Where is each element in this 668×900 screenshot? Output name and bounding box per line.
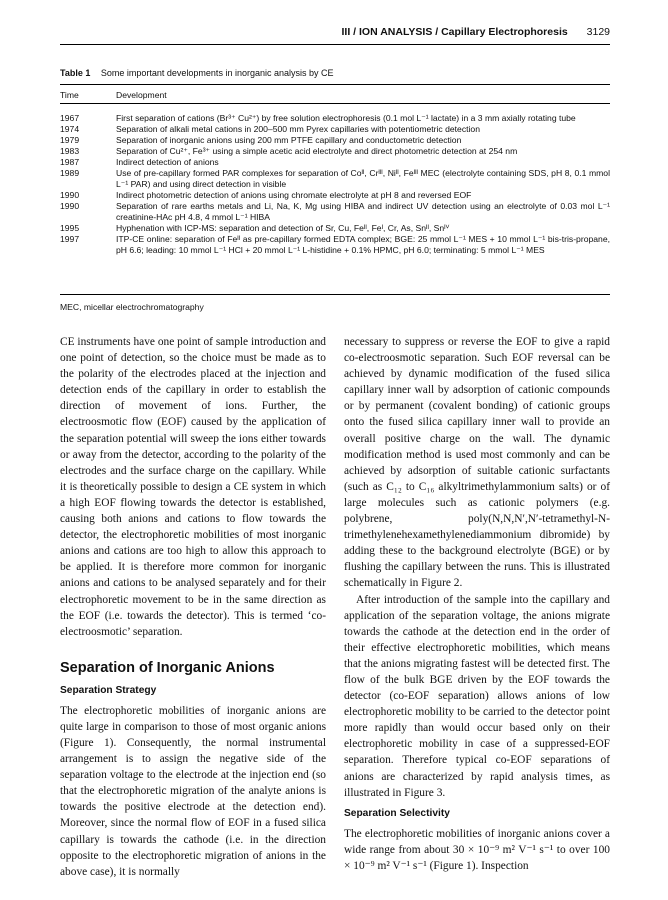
table-row bbox=[60, 157, 610, 168]
section-heading: Separation of Inorganic Anions bbox=[60, 659, 275, 676]
cell-development: Separation of Cu²⁺, Fe³⁺ using a simple acetic acid electrolyte and direct photometric detection at 254 nm bbox=[116, 146, 518, 156]
cell-development: First separation of cations (Br³⁺ Cu²⁺) by free solution electrophoresis (0.1 mol L⁻¹ lactate) in a 3 mm axially rotating tube bbox=[116, 113, 576, 123]
header-rule bbox=[60, 44, 610, 45]
paragraph-intro: CE instruments have one point of sample introduction and one point of detection, so the choice must be made as to the polarity of the electrodes placed at the injection and detection ends of the capillary in order to establish the direction of movement of ions. Further, the electroosmotic flow (EOF) caused by the application of the separation potential will sweep the ions either towards or away from the detector, according to the polarity of the electrodes and the surface charge on the capillary. While it is theoretically possible to design a CE system in which a high EOF flowing towards the detector is established, causing both anions and cations to flow towards the detector, the electrophoretic mobilities of most inorganic anions and cations are too high to allow this approach to be applied. It is therefore more common for inorganic anions and cations to be analysed separately and for their electrophoretic movement to be in the same direction as the EOF (i.e. towards the detector). This is termed ‘co-electroosmotic’ separation. bbox=[60, 336, 326, 638]
col-header-development: Development bbox=[116, 90, 167, 100]
table-row bbox=[60, 124, 610, 135]
developments-table bbox=[60, 90, 610, 256]
table-label: Table 1 bbox=[60, 68, 91, 78]
cell-time: 1990 bbox=[60, 201, 80, 211]
cell-time: 1989 bbox=[60, 168, 80, 178]
cell-time: 1995 bbox=[60, 223, 80, 233]
table-row bbox=[60, 234, 610, 256]
table-body bbox=[60, 113, 610, 256]
cell-time: 1974 bbox=[60, 124, 80, 134]
cell-development: Separation of inorganic anions using 200 mm PTFE capillary and conductometric detection bbox=[116, 135, 462, 145]
cell-development: Hyphenation with ICP-MS: separation and detection of Sr, Cu, Feᴵᴵ, Feᴵ, Cr, As, Snᴵᴵ, Snᴵⱽ bbox=[116, 223, 450, 233]
cell-development: Separation of rare earths metals and Li, Na, K, Mg using HIBA and indirect UV detection using an electrolyte of 0.03 mol L⁻¹ creatinine-HAc pH 4.8, 4 mmol L⁻¹ HIBA bbox=[116, 201, 610, 222]
table-header-row bbox=[60, 90, 610, 104]
cell-development: Separation of alkali metal cations in 200–500 mm Pyrex capillaries with potentiometric detection bbox=[116, 124, 480, 134]
page-number: 3129 bbox=[586, 26, 610, 38]
right-column bbox=[344, 334, 610, 874]
table-row bbox=[60, 201, 610, 223]
cell-development: Use of pre-capillary formed PAR complexes for separation of Coᴵᴵ, Crᴵᴵᴵ, Niᴵᴵ, Feᴵᴵᴵ MEC (electrolyte containing SDS, pH 8, 0.1 mmol L⁻¹ PAR) and using direct detection in visible bbox=[116, 168, 610, 189]
table-footnote: MEC, micellar electrochromatography bbox=[60, 302, 204, 312]
cell-time: 1997 bbox=[60, 234, 80, 244]
paragraph-selectivity: The electrophoretic mobilities of inorganic anions cover a wide range from about 30 × 10⁻⁹ m² V⁻¹ s⁻¹ to over 100 × 10⁻⁹ m² V⁻¹ s⁻¹ (Figure 1). Inspection bbox=[344, 827, 610, 872]
cell-time: 1979 bbox=[60, 135, 80, 145]
table-caption-text: Some important developments in inorganic analysis by CE bbox=[100, 68, 334, 78]
subsection-heading-selectivity: Separation Selectivity bbox=[344, 807, 450, 819]
cell-development: Indirect detection of anions bbox=[116, 157, 219, 167]
paragraph-eof-reversal: necessary to suppress or reverse the EOF to give a rapid co-electroosmotic separation. Such EOF reversal can be achieved by dynamic modification of the fused silica capillary inner wall by adsorption of cationic compounds or by permanent (covalent bonding) of cationic groups onto the fused silica capillary inner wall to provide an overall positive charge on the wall. The dynamic modification method is used most commonly and can be achieved by adsorption of suitable cationic surfactants (such as C₁₂ to C₁₆ alkyltrimethylammonium salts) or of large molecules such as cationic polymers (e.g. polybrene, poly(N,N,N′,N′-tetramethyl-N-trimethylenehexamethylenediammonium dibromide) by adding these to the background electrolyte (BGE) or by flushing the capillary between the runs. This is illustrated schematically in Figure 2. bbox=[344, 336, 610, 590]
cell-time: 1990 bbox=[60, 190, 80, 200]
cell-time: 1983 bbox=[60, 146, 80, 156]
table-row bbox=[60, 113, 610, 124]
table-caption bbox=[60, 68, 334, 78]
running-header bbox=[60, 26, 610, 38]
table-row bbox=[60, 190, 610, 201]
paragraph-migration: After introduction of the sample into the capillary and application of the separation voltage, the anions migrate towards the cathode at the detection end in the order of their effective electrophoretic mobilities, which means that the anions migrating fastest will be detected first. The flow of the bulk BGE driven by the EOF towards the detector (co-EOF separation) allows anions of low electrophoretic mobility to be carried to the detector point more rapidly than would occur based only on their electrophoretic mobility in case of a suppressed-EOF separation. Therefore typical co-EOF separations of anions are characterized by rapid analysis times, as illustrated in Figure 3. bbox=[344, 593, 610, 799]
table-bottom-rule bbox=[60, 294, 610, 295]
subsection-heading-strategy: Separation Strategy bbox=[60, 684, 157, 696]
cell-development: Indirect photometric detection of anions using chromate electrolyte at pH 8 and reversed EOF bbox=[116, 190, 472, 200]
cell-time: 1967 bbox=[60, 113, 80, 123]
running-title: III / ION ANALYSIS / Capillary Electrophoresis bbox=[341, 26, 568, 38]
table-row bbox=[60, 146, 610, 157]
table-row bbox=[60, 168, 610, 190]
table-row bbox=[60, 223, 610, 234]
left-column bbox=[60, 334, 326, 880]
table-row bbox=[60, 135, 610, 146]
table-top-rule bbox=[60, 84, 610, 85]
paragraph-strategy: The electrophoretic mobilities of inorganic anions are quite large in comparison to those of most organic anions (Figure 1). Consequently, the normal instrumental arrangement is to assign the negative side of the separation voltage to the electrode at the injection end (so that the electrophoretic migration of the analyte anions is towards the positive electrode at the detection end). Moreover, since the normal flow of EOF in a fused silica capillary is towards the cathode (i.e. in the direction opposite to the electrophoretic migration of anions in the above case), it is normally bbox=[60, 704, 326, 878]
col-header-time: Time bbox=[60, 90, 79, 100]
cell-development: ITP-CE online: separation of Feᴵᴵ as pre-capillary formed EDTA complex; BGE: 25 mmol L⁻¹ MES + 10 mmol L⁻¹ bis-tris-propane, pH 6.6; leading: 10 mmol L⁻¹ HCl + 20 mmol L⁻¹ L-histidine + 0.1% HPMC, pH 6.0; terminating: 5 mmol L⁻¹ MES bbox=[116, 234, 610, 255]
cell-time: 1987 bbox=[60, 157, 80, 167]
